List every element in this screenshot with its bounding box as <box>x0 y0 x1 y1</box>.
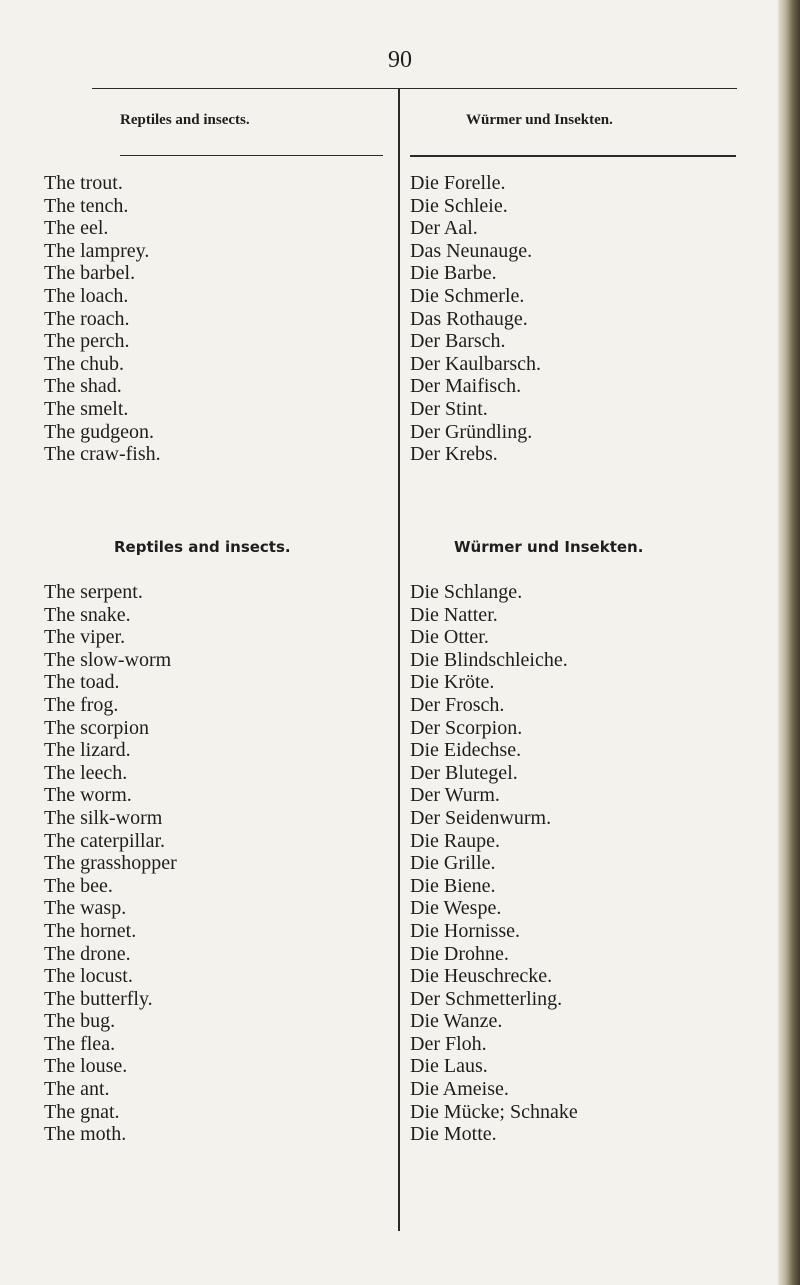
english-term: The butterfly. <box>44 987 153 1010</box>
table-row <box>0 172 800 195</box>
table-row <box>0 217 800 240</box>
page-edge-shadow <box>778 0 800 1285</box>
german-term: Die Wanze. <box>410 1010 503 1033</box>
table-row <box>0 717 800 740</box>
table-row <box>0 1033 800 1056</box>
table-row <box>0 1055 800 1078</box>
german-term: Die Schlange. <box>410 581 523 603</box>
table-row <box>0 671 800 694</box>
german-term: Der Aal. <box>410 217 478 240</box>
german-term: Die Heuschrecke. <box>410 965 553 988</box>
english-term: The toad. <box>44 671 120 694</box>
german-term: Der Barsch. <box>410 330 506 353</box>
section-2-header-en: Reptiles and insects. <box>114 538 291 556</box>
table-row <box>0 398 800 421</box>
english-term: The louse. <box>44 1055 128 1078</box>
english-term: The perch. <box>44 330 130 353</box>
english-term: The worm. <box>44 784 132 807</box>
table-row <box>0 965 800 988</box>
german-term: Die Kröte. <box>410 671 495 694</box>
table-row <box>0 920 800 943</box>
english-term: The snake. <box>44 603 131 626</box>
table-row <box>0 581 800 604</box>
table-row <box>0 897 800 920</box>
table-row <box>0 1010 800 1033</box>
top-rule <box>92 88 737 89</box>
english-term: The loach. <box>44 284 129 307</box>
english-term: The drone. <box>44 942 131 965</box>
german-term: Die Otter. <box>410 626 489 649</box>
table-row <box>0 649 800 672</box>
table-row <box>0 330 800 353</box>
table-row <box>0 807 800 830</box>
table-row <box>0 1101 800 1124</box>
english-term: The leech. <box>44 761 128 784</box>
german-term: Das Rothauge. <box>410 307 528 330</box>
english-term: The serpent. <box>44 581 143 603</box>
english-term: The hornet. <box>44 919 137 942</box>
german-term: Die Motte. <box>410 1123 497 1146</box>
table-row <box>0 308 800 331</box>
section-1-table <box>0 172 800 466</box>
german-term: Die Raupe. <box>410 829 500 852</box>
english-term: The flea. <box>44 1032 116 1055</box>
english-term: The frog. <box>44 693 119 716</box>
table-row <box>0 852 800 875</box>
german-term: Die Schmerle. <box>410 284 525 307</box>
english-term: The grasshopper <box>44 852 177 875</box>
english-term: The ant. <box>44 1078 110 1101</box>
german-term: Das Neunauge. <box>410 239 533 262</box>
table-row <box>0 262 800 285</box>
german-term: Die Laus. <box>410 1055 488 1078</box>
german-term: Die Ameise. <box>410 1078 509 1101</box>
english-term: The eel. <box>44 217 109 240</box>
section-2-header-de: Würmer und Insekten. <box>454 538 644 556</box>
table-row <box>0 240 800 263</box>
page-number: 90 <box>388 47 412 73</box>
german-term: Die Wespe. <box>410 897 502 920</box>
english-term: The tench. <box>44 194 129 217</box>
german-term: Die Eidechse. <box>410 739 522 762</box>
table-row <box>0 1078 800 1101</box>
german-term: Der Maifisch. <box>410 375 522 398</box>
table-row <box>0 830 800 853</box>
german-term: Der Stint. <box>410 397 488 420</box>
table-row <box>0 421 800 444</box>
german-term: Der Kaulbarsch. <box>410 352 542 375</box>
section-2-table <box>0 581 800 1146</box>
table-row <box>0 988 800 1011</box>
english-term: The wasp. <box>44 897 127 920</box>
english-term: The chub. <box>44 352 124 375</box>
english-term: The silk-worm <box>44 806 163 829</box>
table-row <box>0 875 800 898</box>
german-term: Der Schmetterling. <box>410 987 563 1010</box>
english-term: The smelt. <box>44 397 129 420</box>
german-term: Die Mücke; Schnake <box>410 1100 578 1123</box>
german-term: Der Seidenwurm. <box>410 806 552 829</box>
german-term: Der Gründling. <box>410 420 533 443</box>
german-term: Der Floh. <box>410 1032 487 1055</box>
table-row <box>0 1123 800 1146</box>
german-term: Der Blutegel. <box>410 761 518 784</box>
header-rule-left <box>120 155 383 156</box>
german-term: Die Biene. <box>410 874 496 897</box>
english-term: The trout. <box>44 172 123 194</box>
german-term: Die Schleie. <box>410 194 508 217</box>
english-term: The scorpion <box>44 716 149 739</box>
english-term: The barbel. <box>44 262 136 285</box>
table-row <box>0 626 800 649</box>
english-term: The locust. <box>44 965 133 988</box>
table-row <box>0 443 800 466</box>
english-term: The bee. <box>44 874 113 897</box>
table-row <box>0 285 800 308</box>
english-term: The moth. <box>44 1123 127 1146</box>
section-1-header-en: Reptiles and insects. <box>120 112 250 128</box>
english-term: The shad. <box>44 375 122 398</box>
english-term: The lizard. <box>44 739 131 762</box>
english-term: The bug. <box>44 1010 116 1033</box>
table-row <box>0 375 800 398</box>
english-term: The slow-worm <box>44 648 172 671</box>
english-term: The roach. <box>44 307 130 330</box>
german-term: Der Wurm. <box>410 784 500 807</box>
english-term: The gudgeon. <box>44 420 154 443</box>
table-row <box>0 195 800 218</box>
table-row <box>0 353 800 376</box>
german-term: Der Frosch. <box>410 693 505 716</box>
english-term: The viper. <box>44 626 126 649</box>
table-row <box>0 739 800 762</box>
table-row <box>0 943 800 966</box>
english-term: The caterpillar. <box>44 829 166 852</box>
english-term: The lamprey. <box>44 239 150 262</box>
section-1-header-de: Würmer und Insekten. <box>466 112 613 128</box>
table-row <box>0 784 800 807</box>
english-term: The craw-fish. <box>44 443 161 466</box>
german-term: Die Hornisse. <box>410 919 520 942</box>
header-rule-right <box>410 155 736 157</box>
german-term: Die Blindschleiche. <box>410 648 568 671</box>
english-term: The gnat. <box>44 1100 120 1123</box>
table-row <box>0 762 800 785</box>
table-row <box>0 604 800 627</box>
german-term: Die Barbe. <box>410 262 497 285</box>
german-term: Die Drohne. <box>410 942 509 965</box>
german-term: Die Grille. <box>410 852 496 875</box>
german-term: Der Krebs. <box>410 443 498 466</box>
german-term: Die Natter. <box>410 603 498 626</box>
table-row <box>0 694 800 717</box>
german-term: Der Scorpion. <box>410 716 523 739</box>
german-term: Die Forelle. <box>410 172 506 194</box>
